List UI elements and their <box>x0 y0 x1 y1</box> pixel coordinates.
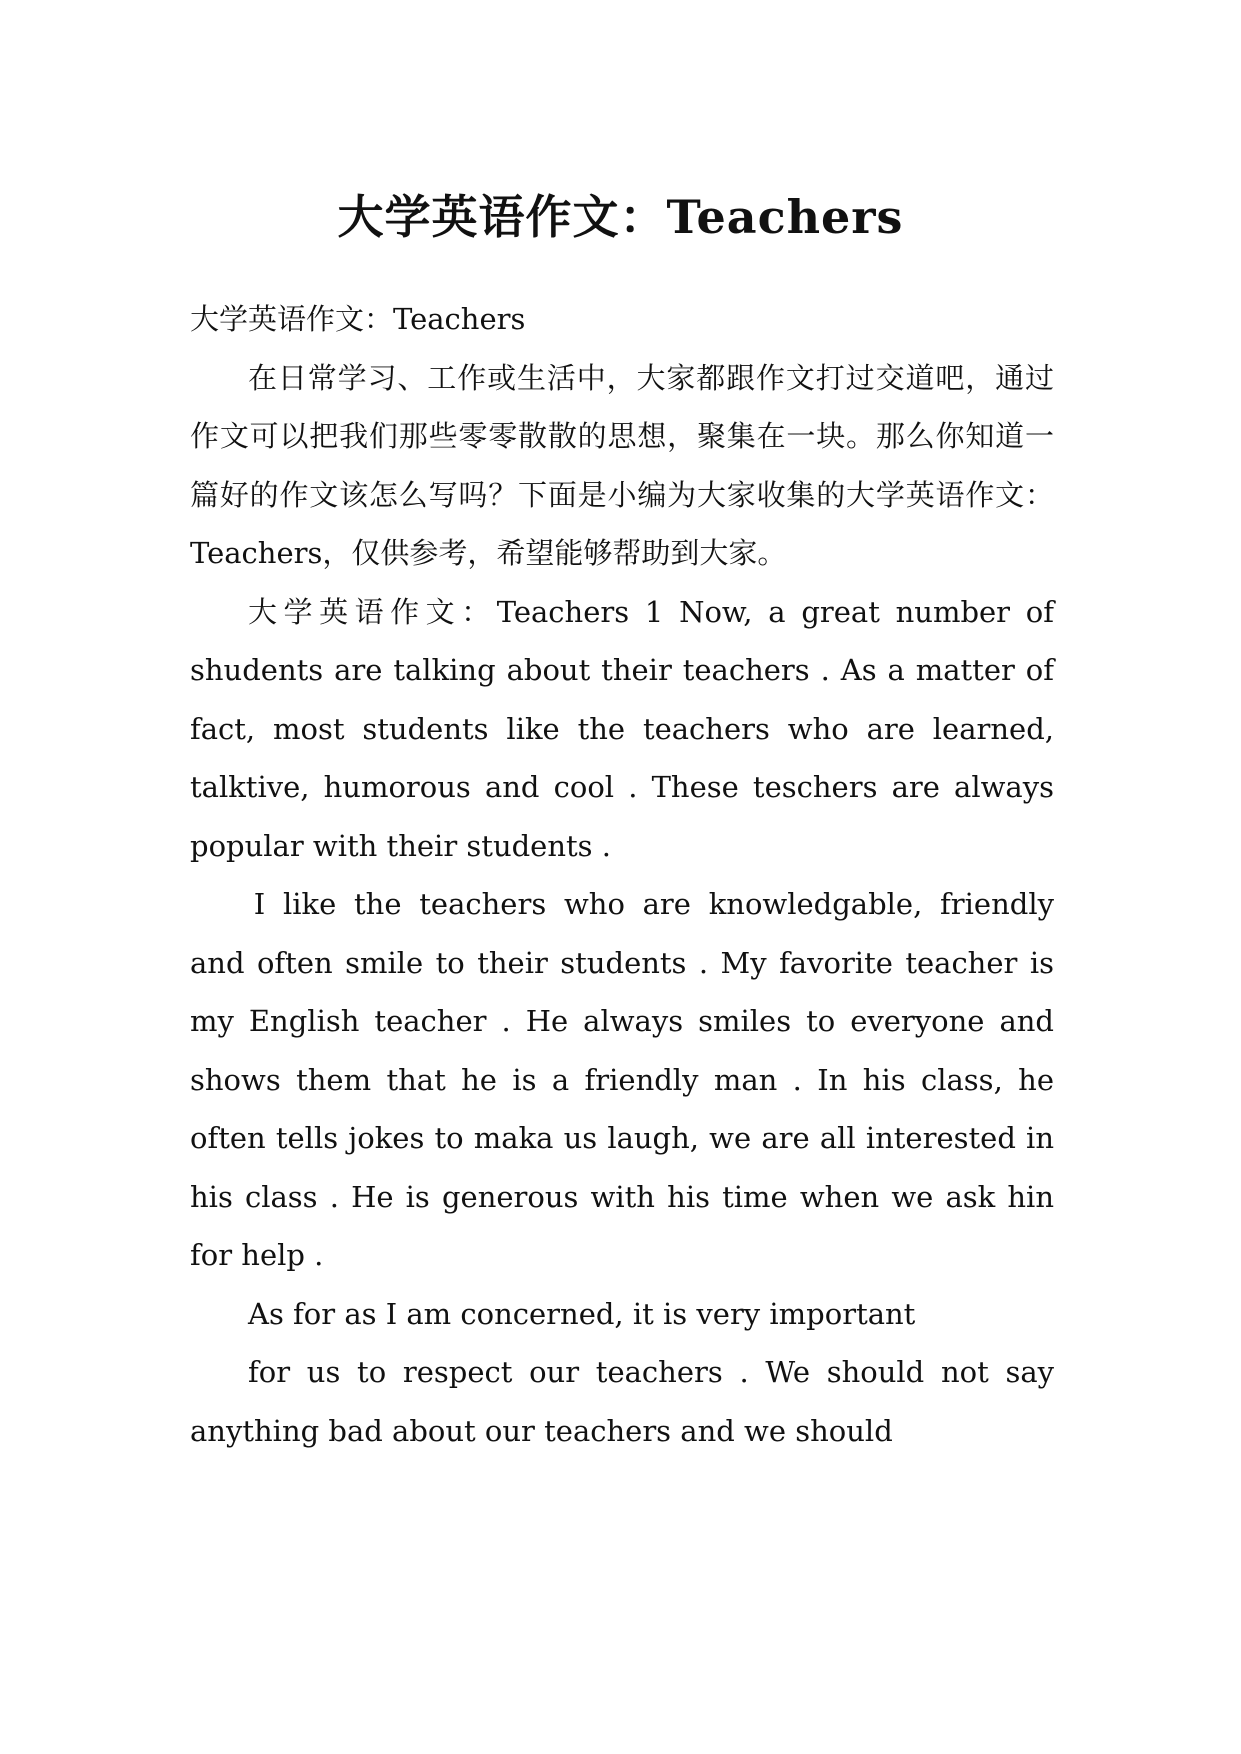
paragraph-respect-continued: for us to respect our teachers . We should not say anything bad about our teachers and we should <box>190 1355 1054 1448</box>
paragraph-essay-1: 大学英语作文：Teachers 1 Now, a great number of shudents are talking about their teachers . As a matter of fact, most students like the teachers who are learned, talktive, humorous and cool . These teschers are always popular with their students . <box>190 594 1054 863</box>
document-title: 大学英语作文：Teachers <box>337 189 904 244</box>
paragraph-respect-line: As for as I am concerned, it is very important <box>248 1296 916 1331</box>
paragraph-favorite-teacher: I like the teachers who are knowledgable, friendly and often smile to their students . My favorite teacher is my English teacher . He always smiles to everyone and shows them that he is a friendly man . In his class, he often tells jokes to maka us laugh, we are all interested in his class . He is generous with his time when we ask hin for help . <box>190 887 1054 1272</box>
paragraph-heading: 大学英语作文：Teachers <box>190 302 526 336</box>
paragraph-intro: 在日常学习、工作或生活中，大家都跟作文打过交道吧，通过作文可以把我们那些零零散散的思想，聚集在一块。那么你知道一篇好的作文该怎么写吗？下面是小编为大家收集的大学英语作文：Teachers，仅供参考，希望能够帮助到大家。 <box>190 360 1054 570</box>
document-body <box>190 290 1054 1460</box>
